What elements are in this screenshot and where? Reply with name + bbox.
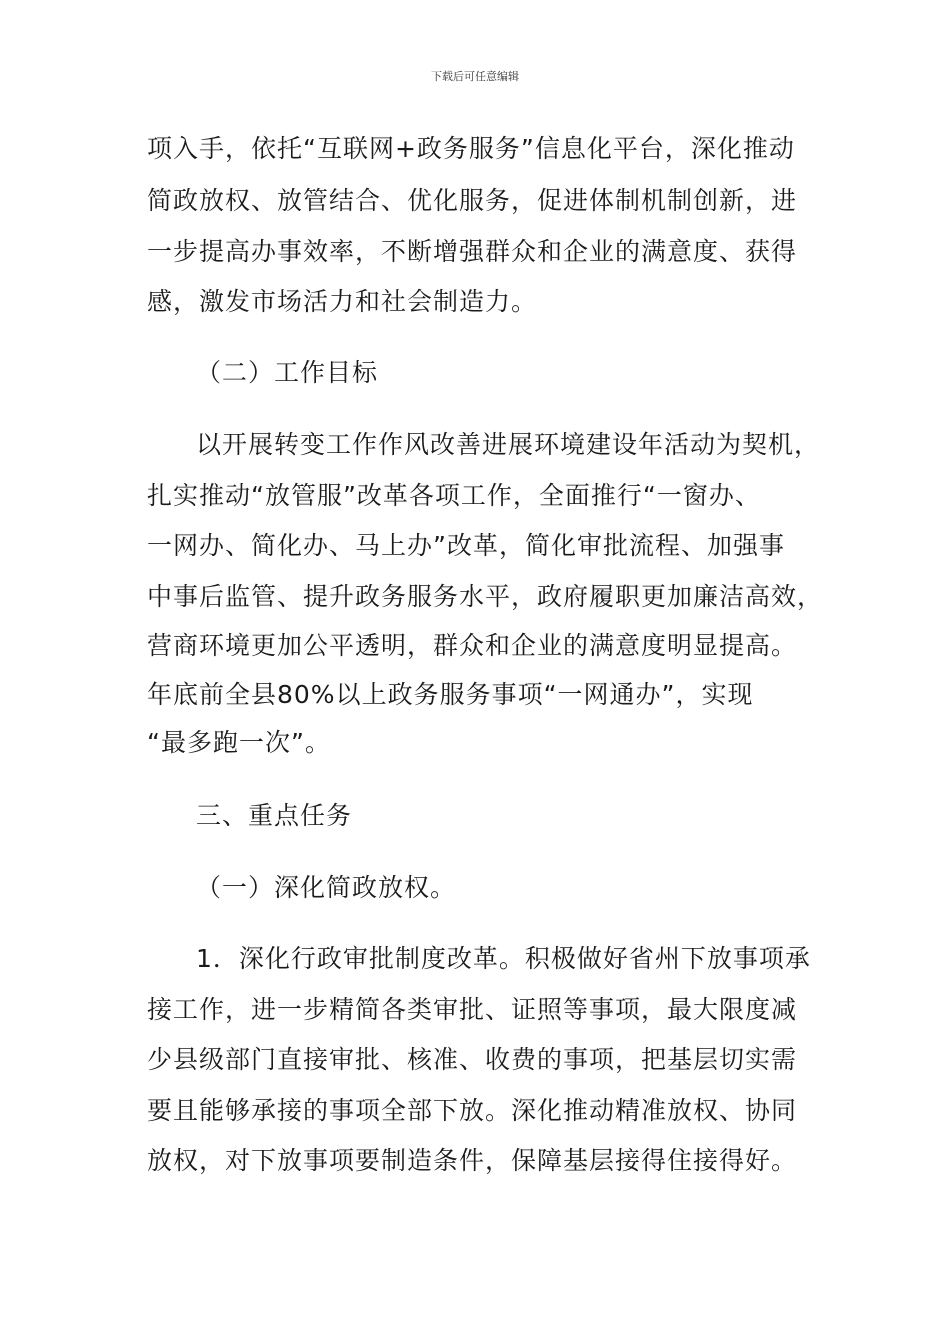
text-line: 一步提高办事效率，不断增强群众和企业的满意度、获得 — [147, 237, 798, 266]
text-line: 少县级部门直接审批、核准、收费的事项，把基层切实需 — [147, 1045, 798, 1074]
text-line: 年底前全县80%以上政务服务事项“一网通办”，实现 — [147, 680, 754, 709]
text-line: 中事后监管、提升政务服务水平，政府履职更加廉洁高效， — [147, 582, 824, 611]
text-line: “最多跑一次”。 — [147, 728, 331, 757]
text-line: 简政放权、放管结合、优化服务，促进体制机制创新，进 — [147, 186, 798, 215]
text-line: 1．深化行政审批制度改革。积极做好省州下放事项承 — [196, 944, 811, 973]
text-line: 扎实推动“放管服”改革各项工作，全面推行“一窗办、 — [147, 481, 761, 510]
text-line: 感，激发市场活力和社会制造力。 — [147, 287, 538, 316]
text-line: 放权，对下放事项要制造条件，保障基层接得住接得好。 — [147, 1146, 798, 1175]
text-line: 要且能够承接的事项全部下放。深化推动精准放权、协同 — [147, 1096, 798, 1125]
text-line: 接工作，进一步精简各类审批、证照等事项，最大限度减 — [147, 995, 798, 1024]
text-line: 一网办、简化办、马上办”改革，简化审批流程、加强事 — [147, 531, 785, 560]
section-heading-goal: （二）工作目标 — [196, 358, 379, 387]
section-heading-sub1: （一）深化简政放权。 — [196, 873, 457, 902]
section-heading-tasks: 三、重点任务 — [196, 801, 353, 830]
text-line: 项入手，依托“互联网+政务服务”信息化平台，深化推动 — [147, 134, 795, 163]
text-line: 以开展转变工作作风改善进展环境建设年活动为契机， — [196, 430, 821, 459]
text-line: 营商环境更加公平透明，群众和企业的满意度明显提高。 — [147, 631, 798, 660]
header-note: 下载后可任意编辑 — [431, 70, 519, 83]
